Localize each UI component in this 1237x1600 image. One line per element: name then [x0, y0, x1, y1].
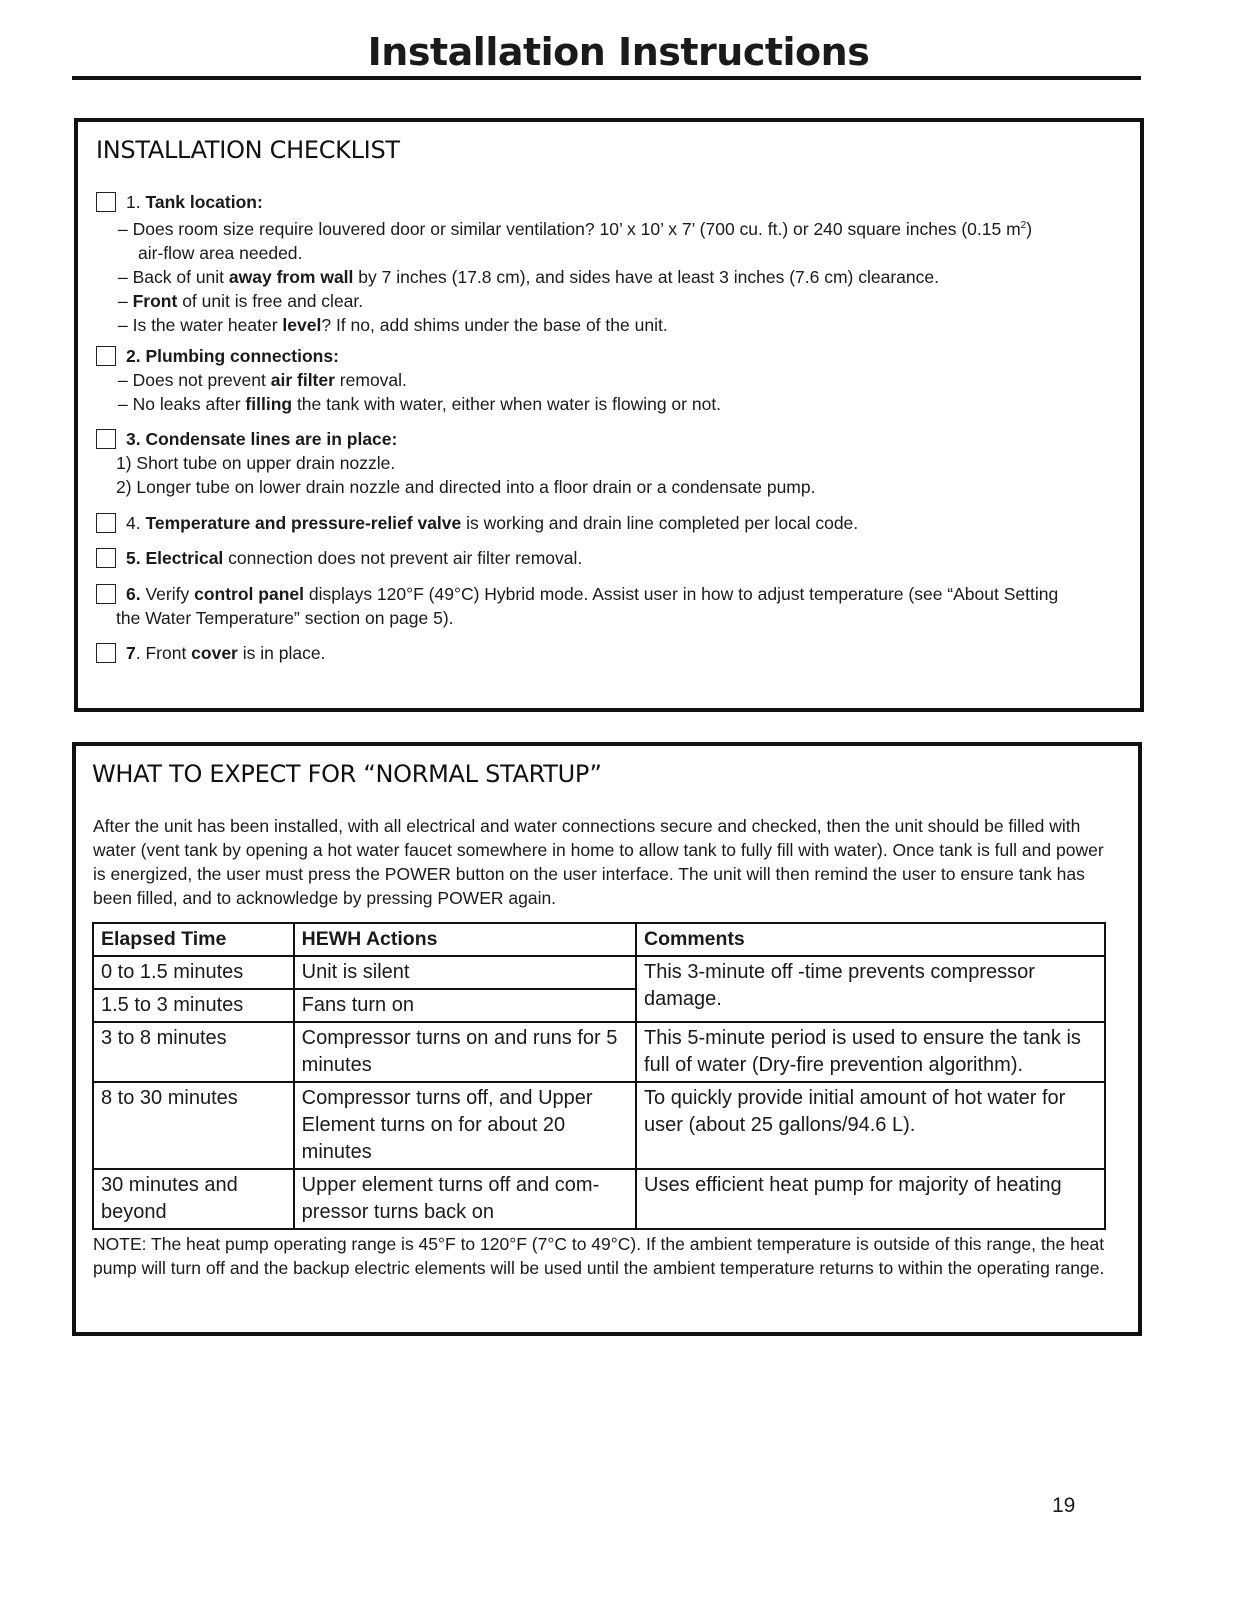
item6-cont: the Water Temperature” section on page 5). [116, 608, 454, 628]
item2-line1-pre: – Does not prevent [118, 370, 271, 390]
cell-action: Fans turn on [294, 989, 636, 1022]
cell-action: Unit is silent [294, 956, 636, 989]
item6-bold: control panel [194, 584, 304, 604]
checklist-item-relief-valve: 4. Temperature and pressure-relief valve is working and drain line completed per local code. [96, 511, 1122, 535]
item3-line2: 2) Longer tube on lower drain nozzle and directed into a floor drain or a condensate pump. [116, 477, 816, 497]
item1-sup: 2 [1020, 220, 1027, 231]
checkbox-relief-valve[interactable] [96, 513, 116, 533]
item7-num: 7 [126, 643, 136, 663]
cell-time: 0 to 1.5 minutes [93, 956, 294, 989]
table-header-row [93, 923, 1105, 956]
cell-action: Compressor turns off, and Upper Element turns on for about 20 minutes [294, 1082, 636, 1169]
item4-post: is working and drain line completed per local code. [461, 513, 859, 533]
item1-line4-post: ? If no, add shims under the base of the unit. [321, 314, 668, 335]
item1-title: Tank location: [145, 192, 263, 212]
item1-line3-post: of unit is free and clear. [177, 290, 364, 311]
checklist-item-condensate [96, 427, 1122, 499]
checkbox-tank-location[interactable] [96, 192, 116, 212]
header-hewh-actions: HEWH Actions [294, 923, 636, 956]
checkbox-front-cover[interactable] [96, 643, 116, 663]
item2-line1-bold: air filter [270, 370, 335, 390]
item4-bold: Temperature and pressure-relief valve [145, 513, 462, 533]
checklist-item-control-panel [96, 582, 1122, 630]
item3-title: 3. Condensate lines are in place: [126, 429, 398, 449]
normal-startup-box [72, 742, 1142, 1336]
cell-time: 1.5 to 3 minutes [93, 989, 294, 1022]
cell-time: 30 minutes and beyond [93, 1169, 294, 1229]
item1-line4-pre: – Is the water heater [118, 314, 283, 335]
startup-paragraph: After the unit has been installed, with all electrical and water connections secure and checked, then the unit should be filled with water (vent tank by opening a hot water faucet somewhere in home to allow tank to fully fill with water). Once tank is full and power is energized, the user must press the POWER button on the user interface. The unit will then remind the user to ensure tank has been filled, and to acknowledge by pressing POWER again. [93, 816, 1104, 908]
startup-table [92, 922, 1106, 1230]
item5-bold: 5. Electrical [126, 548, 224, 568]
item1-line1-cont: air-flow area needed. [138, 242, 303, 263]
cell-action: Upper element turns off and com-pressor turns back on [294, 1169, 636, 1229]
table-row [93, 1082, 1105, 1169]
checkbox-electrical[interactable] [96, 548, 116, 568]
cell-comment: This 3-minute off -time prevents compressor damage. [636, 956, 1105, 1022]
title-rule [72, 76, 1141, 80]
item1-line2-pre: – Back of unit [118, 266, 229, 287]
item1-line2-post: by 7 inches (17.8 cm), and sides have at least 3 inches (7.6 cm) clearance. [353, 266, 939, 287]
item7-bold: cover [191, 643, 238, 663]
startup-heading: WHAT TO EXPECT FOR “NORMAL STARTUP” [92, 760, 602, 788]
checkbox-plumbing[interactable] [96, 346, 116, 366]
item1-line3-pre: – [118, 290, 133, 311]
item1-line2-bold: away from wall [228, 266, 354, 287]
item2-line2-pre: – No leaks after [118, 394, 246, 414]
item2-line2-bold: filling [245, 394, 293, 414]
checklist-item-tank-location: 1. Tank location: – Does room size require louvered door or similar ventilation? 10’ x 10’ x 7’ (700 cu. ft.) or 240 square inches (0.15 $m^2$) air-flow area needed. – Back of unit away from wall by 7 inches (17.8 cm), and sides have at least 3 inches (7.6 cm) clearance. – Front of unit is free and clear. – Is the water heater level? If no, add shims under the base of the unit. [96, 190, 1122, 337]
item1-line1-end: ) [1026, 218, 1033, 239]
cell-time: 8 to 30 minutes [93, 1082, 294, 1169]
checkbox-condensate[interactable] [96, 429, 116, 449]
table-row [93, 956, 1105, 989]
item1-num: 1 [126, 192, 136, 212]
installation-checklist-box [74, 118, 1144, 712]
item5-post: connection does not prevent air filter removal. [223, 548, 583, 568]
item6-post: displays 120°F (49°C) Hybrid mode. Assist user in how to adjust temperature (see “About Setting [303, 584, 1059, 604]
item2-title: 2. Plumbing connections: [126, 346, 339, 366]
item7-post: is in place. [237, 643, 326, 663]
item6-num: 6. [126, 584, 141, 604]
operating-range-note: NOTE: The heat pump operating range is 45°F to 120°F (7°C to 49°C). If the ambient temperature is outside of this range, the heat pump will turn off and the backup electric elements will be used until the ambient temperature returns to within the operating range. [93, 1234, 1105, 1278]
item2-line1-post: removal. [334, 370, 407, 390]
item1-line4-bold: level [282, 314, 322, 335]
item2-line2-post: the tank with water, either when water is flowing or not. [292, 394, 722, 414]
page-number: 19 [1052, 1494, 1076, 1517]
header-elapsed-time: Elapsed Time [93, 923, 294, 956]
cell-comment: This 5-minute period is used to ensure the tank is full of water (Dry-fire prevention algorithm). [636, 1022, 1105, 1082]
item6-pre: Verify [140, 584, 195, 604]
cell-action: Compressor turns on and runs for 5 minutes [294, 1022, 636, 1082]
item1-line3-bold: Front [132, 290, 178, 311]
cell-comment: To quickly provide initial amount of hot water for user (about 25 gallons/94.6 L). [636, 1082, 1105, 1169]
cell-comment: Uses efficient heat pump for majority of heating [636, 1169, 1105, 1229]
checklist-item-electrical [96, 546, 1122, 570]
item4-num: 4 [126, 513, 136, 533]
header-comments: Comments [636, 923, 1105, 956]
table-row [93, 1169, 1105, 1229]
item3-line1: 1) Short tube on upper drain nozzle. [116, 453, 396, 473]
checkbox-control-panel[interactable] [96, 584, 116, 604]
table-row [93, 1022, 1105, 1082]
item1-line1: – Does room size require louvered door or similar ventilation? 10’ x 10’ x 7’ (700 cu. ft.) or 240 square inches (0.15 m [118, 218, 1021, 239]
checklist-heading: INSTALLATION CHECKLIST [96, 136, 400, 164]
checklist-item-front-cover [96, 641, 1122, 665]
item7-pre: . Front [135, 643, 192, 663]
page-title: Installation Instructions [367, 30, 870, 74]
cell-time: 3 to 8 minutes [93, 1022, 294, 1082]
checklist-item-plumbing [96, 344, 1122, 416]
